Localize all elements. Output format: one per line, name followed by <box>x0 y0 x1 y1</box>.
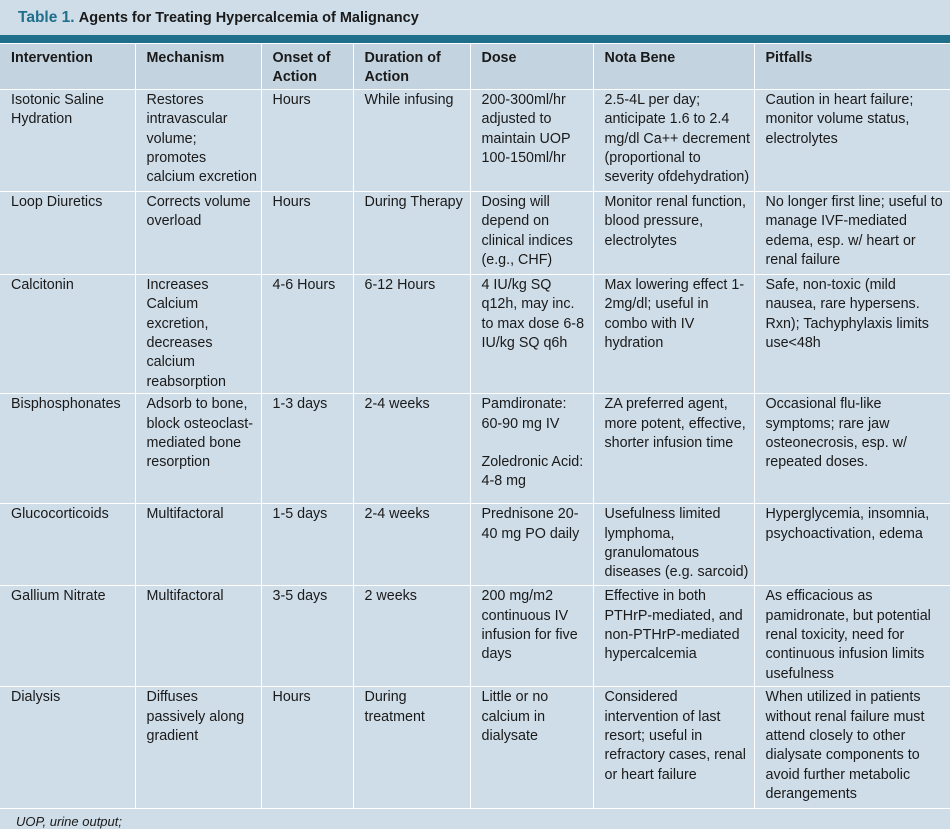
table-header-row <box>0 44 950 90</box>
table-row <box>0 89 950 191</box>
cell-onset: 1-3 days <box>261 394 353 504</box>
cell-nota-bene: Max lowering effect 1-2mg/dl; useful in combo with IV hydration <box>593 274 754 393</box>
cell-mechanism: Multifactoral <box>135 586 261 687</box>
cell-intervention: Glucocorticoids <box>0 504 135 586</box>
hypercalcemia-agents-table <box>0 43 950 809</box>
cell-nota-bene: Monitor renal function, blood pressure, electrolytes <box>593 191 754 274</box>
cell-mechanism: Increases Calcium excretion, decreases calcium reabsorption <box>135 274 261 393</box>
cell-dose: Little or no calcium in dialysate <box>470 687 593 809</box>
column-header-mechanism: Mechanism <box>135 44 261 90</box>
cell-onset: 3-5 days <box>261 586 353 687</box>
cell-mechanism: Restores intravascular volume; promotes calcium excretion <box>135 89 261 191</box>
table-row <box>0 394 950 504</box>
cell-onset: 4-6 Hours <box>261 274 353 393</box>
table-footnote: UOP, urine output; <box>16 814 122 829</box>
cell-dose: 200-300ml/hr adjusted to maintain UOP 100-150ml/hr <box>470 89 593 191</box>
cell-intervention: Gallium Nitrate <box>0 586 135 687</box>
cell-dose: Prednisone 20-40 mg PO daily <box>470 504 593 586</box>
column-header-duration: Duration of Action <box>353 44 470 90</box>
cell-dose: 4 IU/kg SQ q12h, may inc. to max dose 6-8 IU/kg SQ q6h <box>470 274 593 393</box>
cell-duration: 2 weeks <box>353 586 470 687</box>
cell-onset: 1-5 days <box>261 504 353 586</box>
table-row <box>0 274 950 393</box>
column-header-onset: Onset of Action <box>261 44 353 90</box>
dose-spacer <box>482 434 590 453</box>
cell-duration: During Therapy <box>353 191 470 274</box>
cell-dose: Dosing will depend on clinical indices (e.g., CHF) <box>470 191 593 274</box>
cell-duration: 6-12 Hours <box>353 274 470 393</box>
cell-mechanism: Multifactoral <box>135 504 261 586</box>
cell-pitfalls: Safe, non-toxic (mild nausea, rare hypersens. Rxn); Tachyphylaxis limits use<48h <box>754 274 950 393</box>
cell-nota-bene: Effective in both PTHrP-mediated, and non-PTHrP-mediated hypercalcemia <box>593 586 754 687</box>
cell-pitfalls: When utilized in patients without renal failure must attend closely to other dialysate components to avoid further metabolic derangements <box>754 687 950 809</box>
table-row <box>0 504 950 586</box>
cell-mechanism: Diffuses passively along gradient <box>135 687 261 809</box>
cell-onset: Hours <box>261 89 353 191</box>
table-row <box>0 191 950 274</box>
cell-pitfalls: As efficacious as pamidronate, but potential renal toxicity, need for continuous infusion limits usefulness <box>754 586 950 687</box>
title-divider <box>0 35 950 43</box>
dose-zoledronic-acid: Zoledronic Acid: 4-8 mg <box>481 454 584 490</box>
cell-nota-bene: ZA preferred agent, more potent, effective, shorter infusion time <box>593 394 754 504</box>
cell-nota-bene: 2.5-4L per day; anticipate 1.6 to 2.4 mg/dl Ca++ decrement (proportional to severity ofdehydration) <box>593 89 754 191</box>
cell-nota-bene: Usefulness limited lymphoma, granulomatous diseases (e.g. sarcoid) <box>593 504 754 586</box>
cell-onset: Hours <box>261 191 353 274</box>
cell-dose <box>470 394 593 504</box>
cell-dose: 200 mg/m2 continuous IV infusion for five days <box>470 586 593 687</box>
cell-duration: 2-4 weeks <box>353 504 470 586</box>
cell-intervention: Dialysis <box>0 687 135 809</box>
cell-pitfalls: Occasional flu-like symptoms; rare jaw osteonecrosis, esp. w/ repeated doses. <box>754 394 950 504</box>
cell-duration: 2-4 weeks <box>353 394 470 504</box>
table-caption: Agents for Treating Hypercalcemia of Malignancy <box>78 10 419 26</box>
table-title <box>0 0 950 35</box>
cell-pitfalls: Hyperglycemia, insomnia, psychoactivation, edema <box>754 504 950 586</box>
cell-intervention: Bisphosphonates <box>0 394 135 504</box>
cell-pitfalls: No longer first line; useful to manage IVF-mediated edema, esp. w/ heart or renal failure <box>754 191 950 274</box>
column-header-pitfalls: Pitfalls <box>754 44 950 90</box>
cell-mechanism: Corrects volume overload <box>135 191 261 274</box>
column-header-intervention: Intervention <box>0 44 135 90</box>
column-header-dose: Dose <box>470 44 593 90</box>
column-header-nota-bene: Nota Bene <box>593 44 754 90</box>
cell-onset: Hours <box>261 687 353 809</box>
table-row <box>0 687 950 809</box>
cell-intervention: Calcitonin <box>0 274 135 393</box>
cell-mechanism: Adsorb to bone, block osteoclast-mediated bone resorption <box>135 394 261 504</box>
cell-pitfalls: Caution in heart failure; monitor volume status, electrolytes <box>754 89 950 191</box>
table-row <box>0 586 950 687</box>
cell-nota-bene: Considered intervention of last resort; useful in refractory cases, renal or heart failure <box>593 687 754 809</box>
cell-duration: During treatment <box>353 687 470 809</box>
cell-intervention: Loop Diuretics <box>0 191 135 274</box>
cell-duration: While infusing <box>353 89 470 191</box>
cell-intervention: Isotonic Saline Hydration <box>0 89 135 191</box>
dose-pamidronate: Pamdironate: 60-90 mg IV <box>481 396 567 432</box>
table-number: Table 1. <box>18 9 75 26</box>
